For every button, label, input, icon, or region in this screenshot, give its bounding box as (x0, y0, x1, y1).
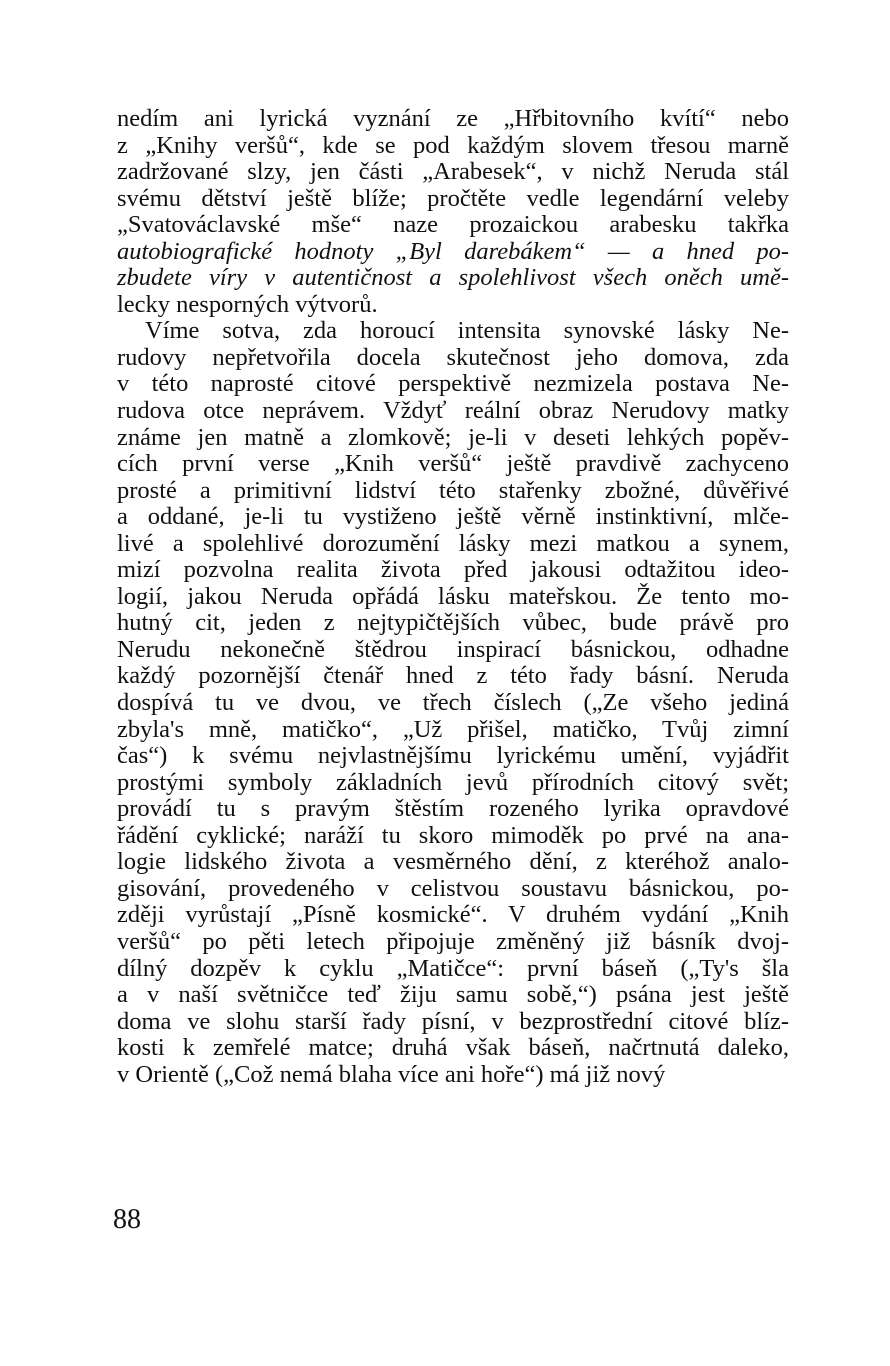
text-line: rudova otce neprávem. Vždyť reální obraz Nerudovy matky (117, 397, 789, 425)
text-line: gisování, provedeného v celistvou soustavu básnickou, po- (117, 874, 789, 902)
text-line: čas“) k svému nejvlastnějšímu lyrickému umění, vyjádřit (117, 742, 789, 770)
text-line: logií, jakou Neruda opřádá lásku mateřskou. Že tento mo- (117, 582, 789, 610)
text-line: mizí pozvolna realita života před jakousi odtažitou ideo- (117, 556, 789, 584)
text-line: dospívá tu ve dvou, ve třech číslech („Ze všeho jediná (117, 689, 789, 717)
text-line: v Orientě („Což nemá blaha více ani hoře“) má již nový (117, 1060, 666, 1088)
text-line: logie lidského života a vesměrného dění, z kteréhož analo- (117, 848, 789, 876)
paragraph (117, 318, 789, 1088)
text-line: prosté a primitivní lidství této stařenky zbožné, důvěřivé (117, 476, 789, 504)
paragraph (117, 106, 789, 318)
text-line: rudovy nepřetvořila docela skutečnost jeho domova, zda (117, 343, 789, 371)
text-line: veršů“ po pěti letech připojuje změněný již básník dvoj- (117, 927, 789, 955)
text-line: a oddané, je-li tu vystiženo ještě věrně instinktivní, mlče- (117, 503, 789, 531)
text-line: zbudete víry v autentičnost a spolehlivost všech oněch umě- (117, 264, 789, 292)
text-line: nedím ani lyrická vyznání ze „Hřbitovního kvítí“ nebo (117, 105, 789, 132)
text-line: každý pozornější čtenář hned z této řady básní. Neruda (117, 662, 789, 690)
page-number: 88 (113, 1204, 141, 1235)
text-line: Víme sotva, zda horoucí intensita synovské lásky Ne- (145, 317, 789, 345)
text-line: zadržované slzy, jen části „Arabesek“, v nichž Neruda stál (117, 158, 789, 186)
text-line: prostými symboly základních jevů přírodních citový svět; (117, 768, 789, 796)
text-line: doma ve slohu starší řady písní, v bezprostřední citové blíz- (117, 1007, 789, 1035)
text-line: kosti k zemřelé matce; druhá však báseň, načrtnutá daleko, (117, 1034, 789, 1062)
text-line: zbyla's mně, matičko“, „Už přišel, matičko, Tvůj zimní (117, 715, 789, 743)
text-line: hutný cit, jeden z nejtypičtějších vůbec, bude právě pro (117, 609, 789, 637)
text-line: svému dětství ještě blíže; pročtěte vedle legendární veleby (117, 184, 789, 212)
text-line: zději vyrůstají „Písně kosmické“. V druhém vydání „Knih (117, 901, 789, 929)
body-text (117, 106, 789, 1088)
text-line: v této naprosté citové perspektivě nezmizela postava Ne- (117, 370, 789, 398)
text-line: autobiografické hodnoty „Byl darebákem“ — a hned po- (117, 237, 789, 265)
text-line: lecky nesporných výtvorů. (117, 290, 378, 318)
text-line: známe jen matně a zlomkově; je-li v deseti lehkých popěv- (117, 423, 789, 451)
text-line: dílný dozpěv k cyklu „Matičce“: první báseň („Ty's šla (117, 954, 789, 982)
text-line: livé a spolehlivé dorozumění lásky mezi matkou a synem, (117, 529, 789, 557)
text-line: řádění cyklické; naráží tu skoro mimoděk po prvé na ana- (117, 821, 789, 849)
text-line: „Svatováclavské mše“ naze prozaickou arabesku takřka (117, 211, 789, 239)
text-line: Nerudu nekonečně štědrou inspirací básnickou, odhadne (117, 635, 789, 663)
text-line: a v naší světničce teď žiju samu sobě,“) psána jest ještě (117, 981, 789, 1009)
text-line: cích první verse „Knih veršů“ ještě pravdivě zachyceno (117, 450, 789, 478)
text-line: z „Knihy veršů“, kde se pod každým slovem třesou marně (117, 131, 789, 159)
text-line: provádí tu s pravým štěstím rozeného lyrika opravdové (117, 795, 789, 823)
